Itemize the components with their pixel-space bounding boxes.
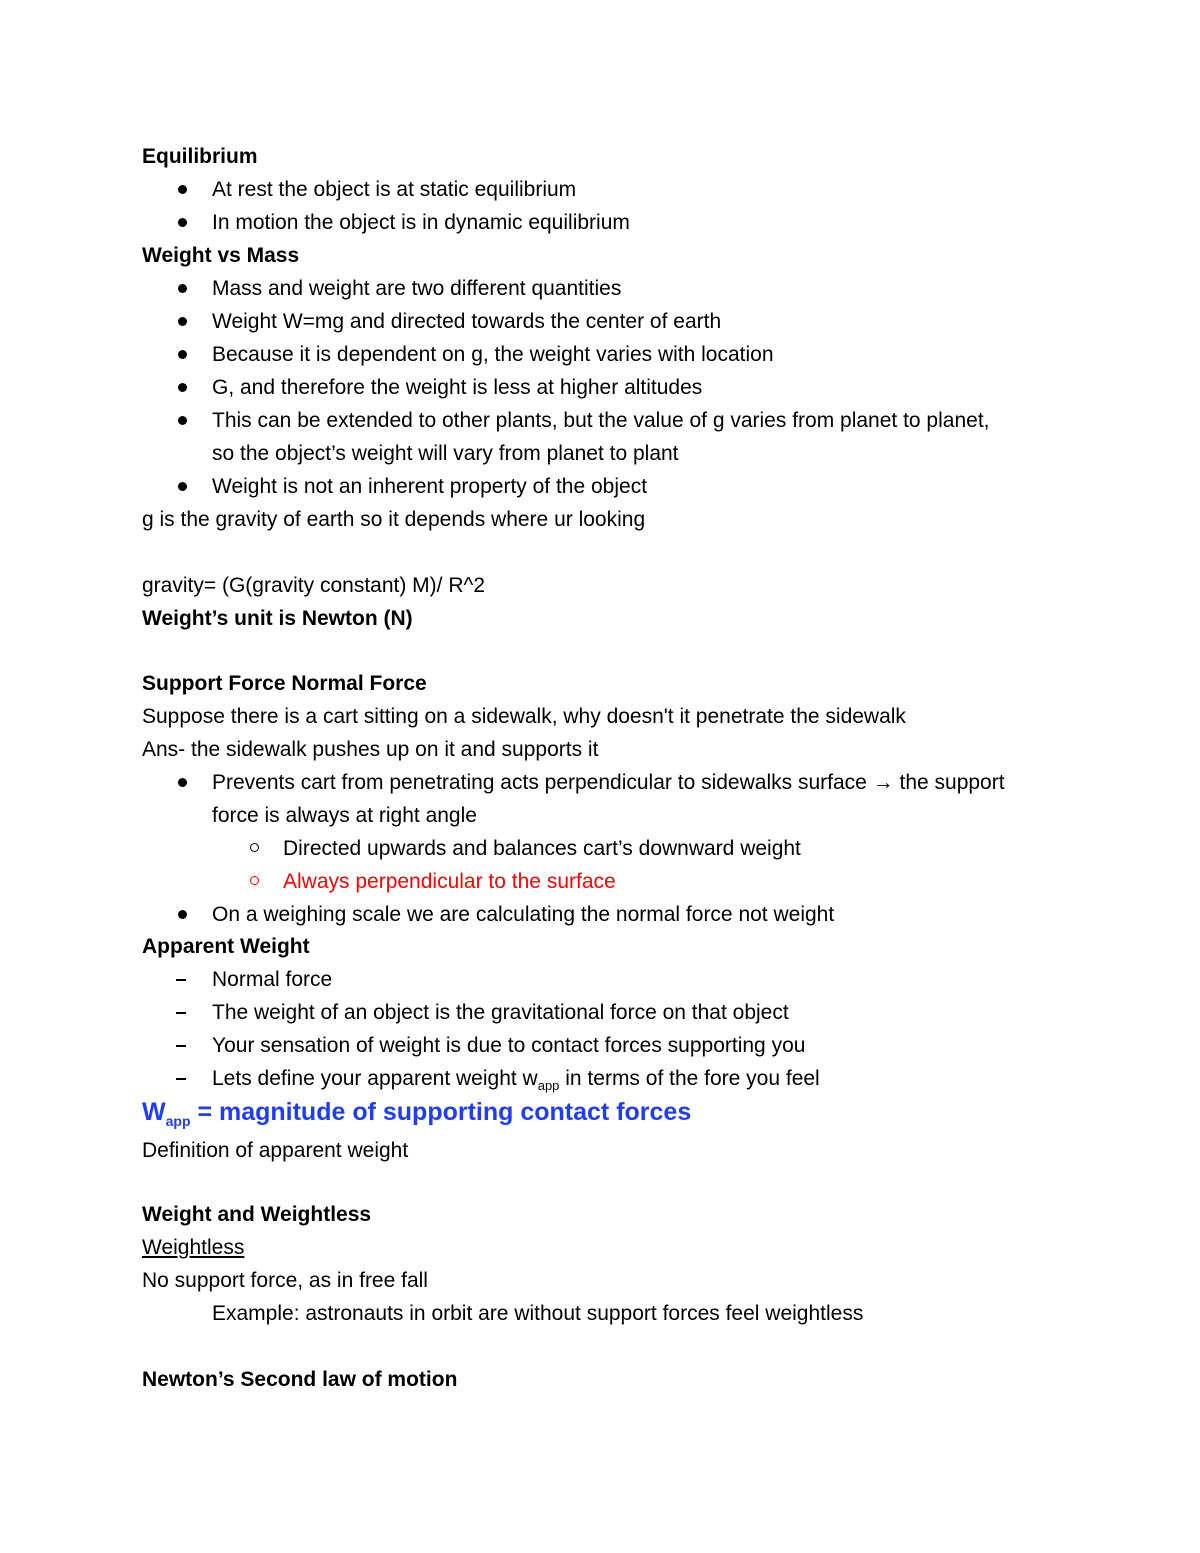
bullet-dot	[178, 317, 187, 326]
heading-newton-second-law: Newton’s Second law of motion	[142, 1368, 458, 1391]
dash-marker	[176, 1045, 186, 1047]
definition-symbol: W	[142, 1098, 166, 1126]
weight-unit-line: Weight’s unit is Newton (N)	[142, 607, 413, 630]
sub-bullet-text-highlight: Always perpendicular to the surface	[283, 870, 616, 893]
subheading-weightless: Weightless	[142, 1236, 245, 1259]
bullet-text: On a weighing scale we are calculating the normal force not weight	[212, 903, 835, 926]
bullet-text: Because it is dependent on g, the weight varies with location	[212, 343, 774, 366]
bullet-dot	[178, 778, 187, 787]
dash-text: Normal force	[212, 968, 333, 991]
weightless-definition: No support force, as in free fall	[142, 1269, 428, 1292]
bullet-text: G, and therefore the weight is less at higher altitudes	[212, 376, 703, 399]
bullet-dot	[178, 416, 187, 425]
weightless-example: Example: astronauts in orbit are without support forces feel weightless	[212, 1302, 864, 1325]
bullet-dot	[178, 284, 187, 293]
bullet-text-continued: force is always at right angle	[212, 804, 477, 827]
bullet-text: Prevents cart from penetrating acts perpendicular to sidewalks surface → the support	[212, 771, 1005, 794]
dash-marker	[176, 979, 186, 981]
sub-bullet-ring	[250, 876, 259, 885]
bullet-text: Weight W=mg and directed towards the center of earth	[212, 310, 722, 333]
sub-bullet-ring	[250, 843, 259, 852]
definition-subscript: app	[165, 1113, 191, 1129]
dash-text-pre: Lets define your apparent weight w	[212, 1067, 538, 1090]
heading-weight-vs-mass: Weight vs Mass	[142, 244, 300, 267]
bullet-dot	[178, 350, 187, 359]
support-question: Suppose there is a cart sitting on a sidewalk, why doesn't it penetrate the sidewalk	[142, 705, 906, 728]
dash-text: Your sensation of weight is due to contact forces supporting you	[212, 1034, 806, 1057]
bullet-dot	[178, 482, 187, 491]
gravity-note: g is the gravity of earth so it depends where ur looking	[142, 508, 646, 531]
heading-support-force: Support Force Normal Force	[142, 672, 427, 695]
dash-text: The weight of an object is the gravitational force on that object	[212, 1001, 789, 1024]
definition-text: = magnitude of supporting contact forces	[190, 1098, 692, 1126]
dash-text-subscript: app	[537, 1078, 560, 1094]
bullet-text: Mass and weight are two different quantities	[212, 277, 622, 300]
dash-marker	[176, 1078, 186, 1080]
bullet-dot	[178, 185, 187, 194]
bullet-dot	[178, 218, 187, 227]
sub-bullet-text: Directed upwards and balances cart’s downward weight	[283, 837, 801, 860]
gravity-formula: gravity= (G(gravity constant) M)/ R^2	[142, 574, 486, 597]
bullet-text: This can be extended to other plants, but the value of g varies from planet to planet,	[212, 409, 990, 432]
bullet-dot	[178, 383, 187, 392]
heading-weight-and-weightless: Weight and Weightless	[142, 1203, 372, 1226]
definition-caption: Definition of apparent weight	[142, 1139, 409, 1162]
bullet-text: Weight is not an inherent property of the object	[212, 475, 648, 498]
bullet-text-continued: so the object’s weight will vary from planet to plant	[212, 442, 679, 465]
bullet-dot	[178, 910, 187, 919]
bullet-text: At rest the object is at static equilibrium	[212, 178, 577, 201]
support-answer: Ans- the sidewalk pushes up on it and supports it	[142, 738, 599, 761]
bullet-text: In motion the object is in dynamic equilibrium	[212, 211, 630, 234]
heading-apparent-weight: Apparent Weight	[142, 935, 310, 958]
heading-equilibrium: Equilibrium	[142, 145, 258, 168]
dash-marker	[176, 1012, 186, 1014]
apparent-weight-definition	[142, 1094, 691, 1139]
dash-text-post: in terms of the fore you feel	[559, 1067, 820, 1090]
